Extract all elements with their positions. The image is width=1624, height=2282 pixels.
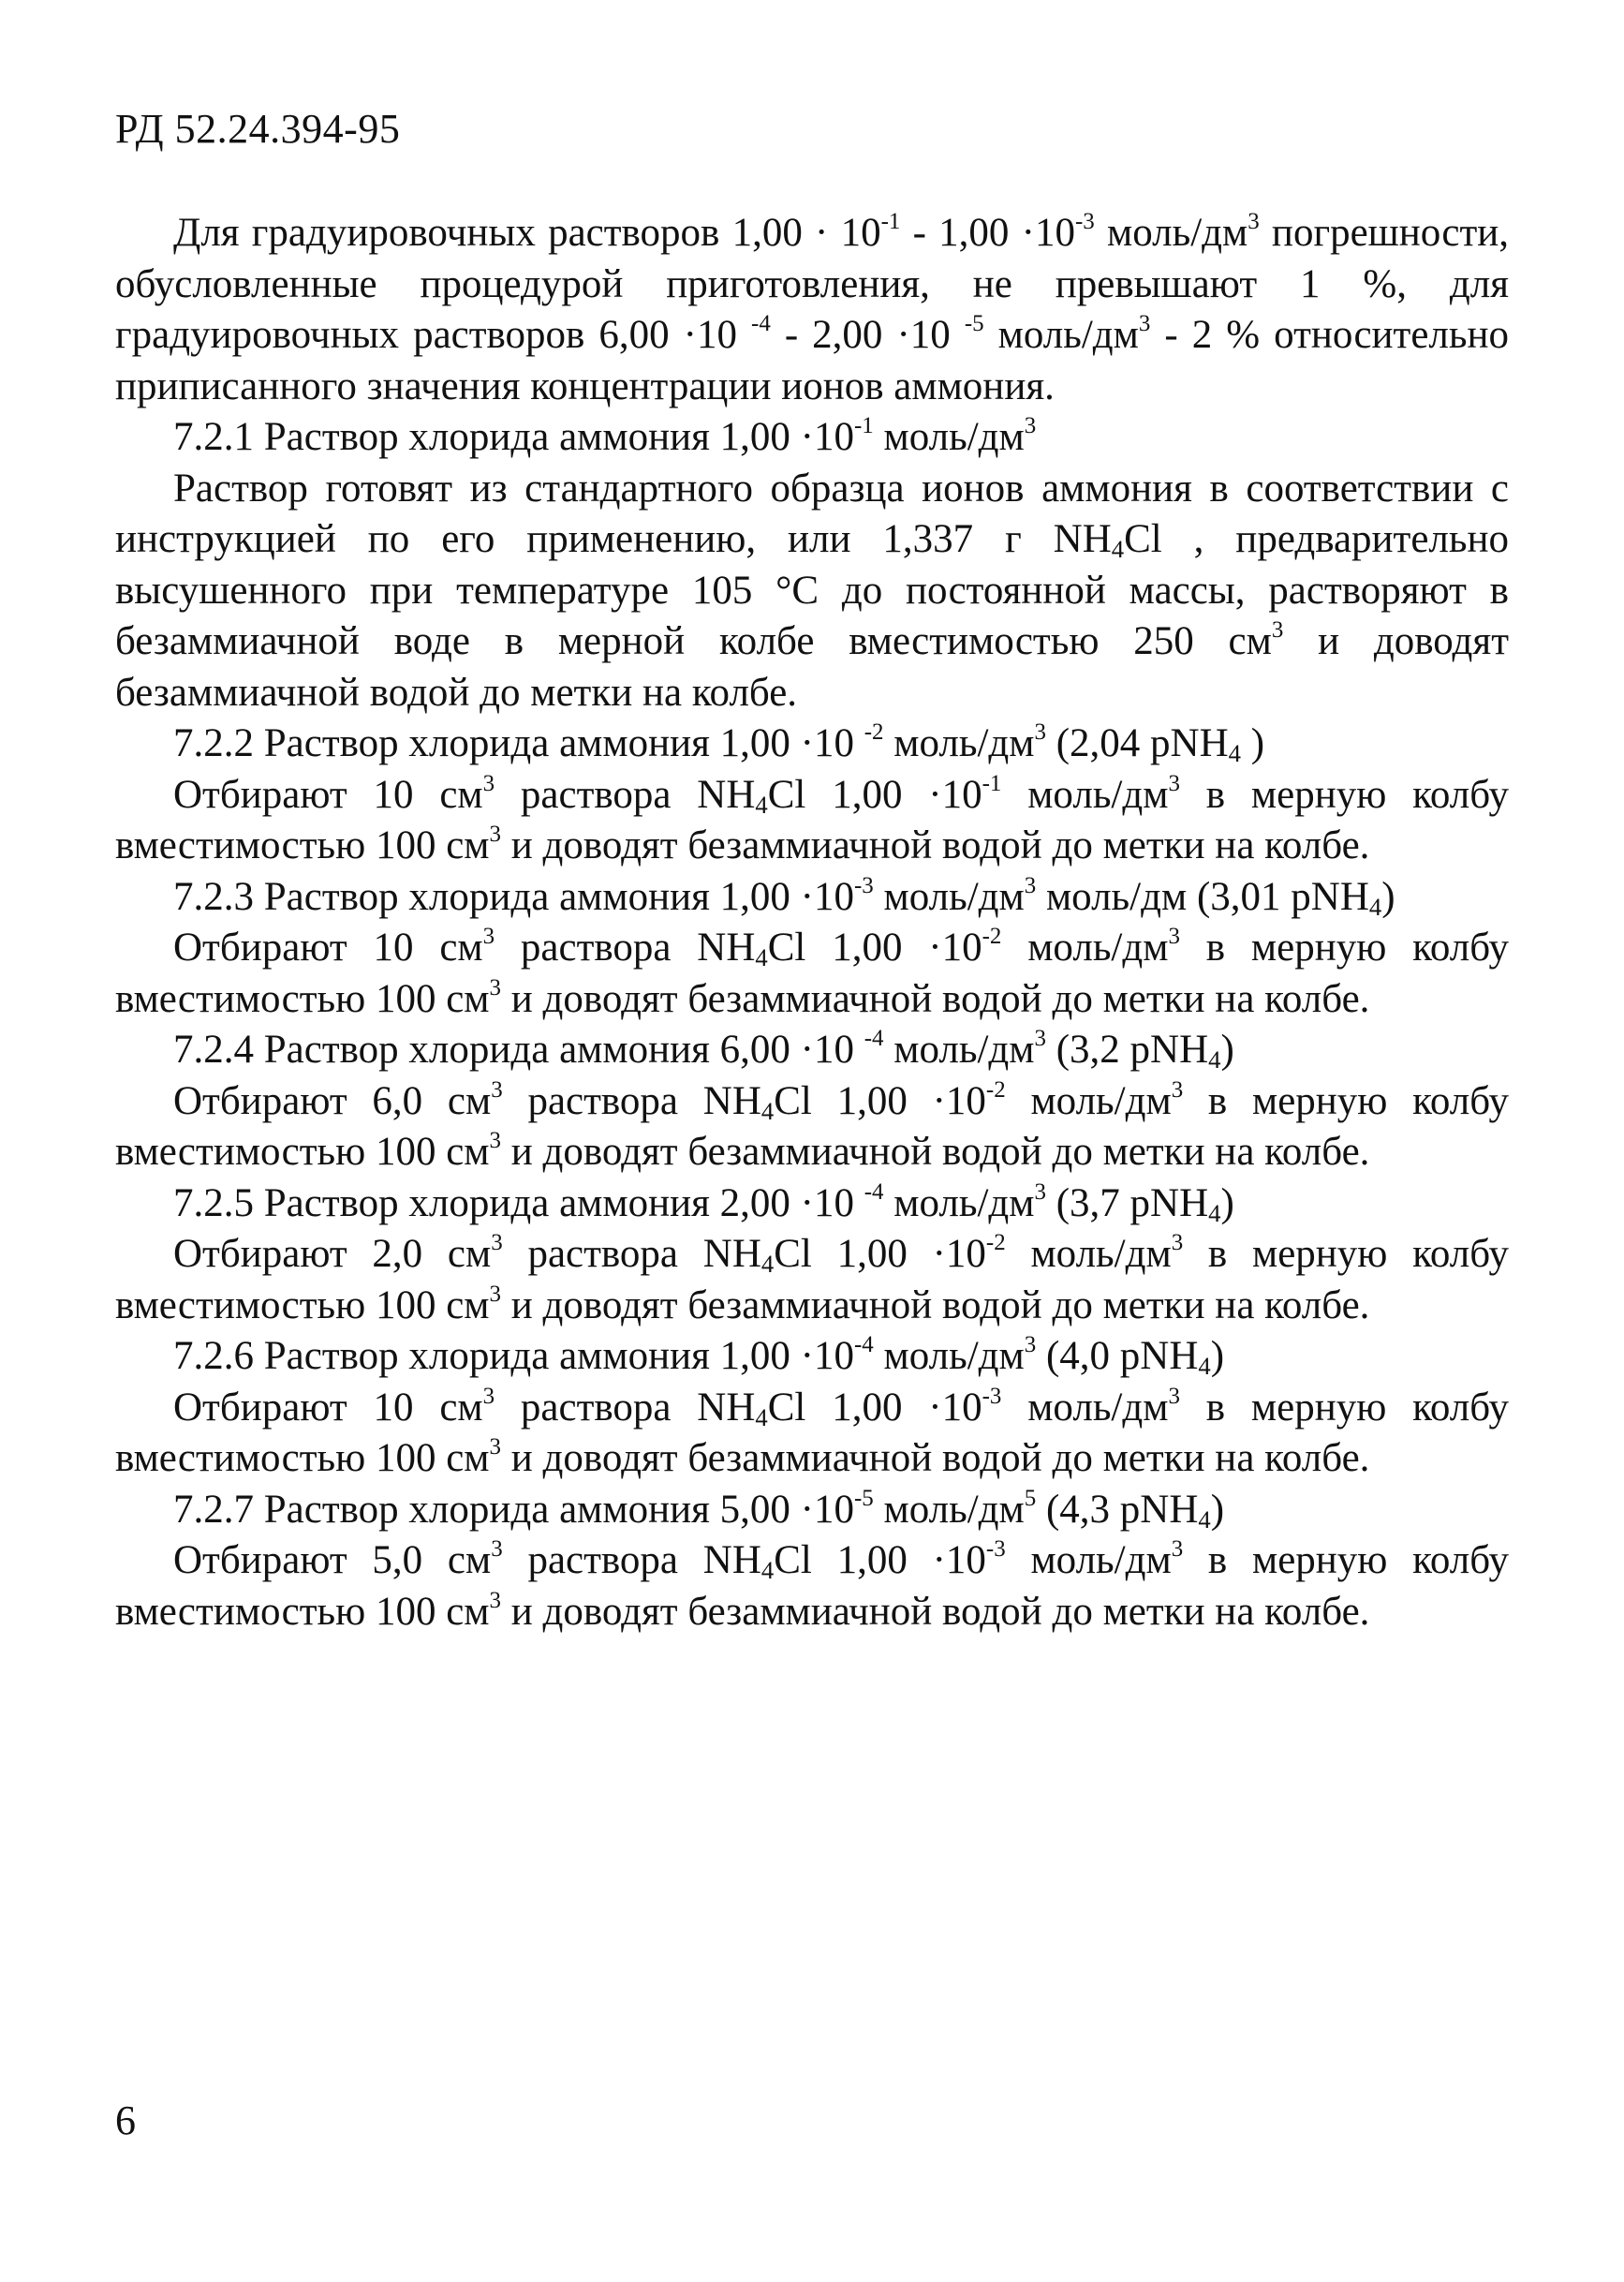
text: моль/дм	[873, 415, 1025, 459]
text: и доводят безаммиачной водой до метки на колбе.	[500, 1130, 1370, 1174]
subscript: 4	[1198, 1351, 1211, 1380]
text: 7.2.7 Раствор хлорида аммония 5,00 ·10	[173, 1487, 854, 1532]
text: 7.2.1 Раствор хлорида аммония 1,00 ·10	[173, 415, 854, 459]
text: и доводят безаммиачной водой до метки на колбе.	[500, 1282, 1370, 1327]
subscript: 4	[1111, 534, 1125, 563]
section-body-7-2-2	[115, 770, 1509, 872]
text: моль/дм	[883, 1028, 1035, 1072]
subscript: 4	[1228, 738, 1241, 767]
text: моль/дм	[873, 874, 1025, 919]
exponent: 3	[1168, 1383, 1180, 1409]
exponent: 3	[1248, 209, 1260, 235]
text: моль/дм	[1005, 1232, 1172, 1276]
text: Отбирают 10 см	[173, 926, 483, 970]
text: и доводят безаммиачной водой до метки на колбе.	[115, 619, 1510, 715]
text: - 1,00 ·10	[900, 211, 1075, 255]
text: раствора NH	[495, 926, 756, 970]
text: )	[1240, 721, 1265, 765]
exponent: -3	[853, 872, 874, 898]
page-number-text: 6	[115, 2097, 136, 2143]
text: Раствор готовят из стандартного образца ионов аммония в соответствии с инструкцией по его применению, или 1,337 г NH	[115, 466, 1509, 561]
exponent: -5	[964, 311, 984, 337]
text: 7.2.2 Раствор хлорида аммония 1,00 ·10	[173, 721, 864, 765]
section-heading-7-2-3	[115, 872, 1509, 924]
text: Cl , предварительно высушенного при температуре 105 °С до постоянной массы, растворяют в безаммиачной воде в мерной колбе вместимостью 250 см	[115, 517, 1510, 663]
exponent: -4	[751, 311, 771, 337]
text: моль/дм	[1001, 772, 1169, 817]
text: 7.2.4 Раствор хлорида аммония 6,00 ·10	[173, 1028, 864, 1072]
section-heading-7-2-2	[115, 719, 1509, 770]
exponent: 3	[491, 1230, 503, 1256]
subscript: 4	[1198, 1504, 1211, 1534]
text: Cl 1,00 ·10	[774, 1538, 986, 1582]
exponent: 3	[1138, 311, 1151, 337]
section-body-7-2-3	[115, 923, 1509, 1025]
text: моль/дм	[883, 721, 1035, 765]
exponent: 3	[1171, 1536, 1184, 1563]
exponent: 5	[1024, 1485, 1037, 1511]
exponent: -2	[982, 924, 1002, 950]
subscript: 4	[1208, 1198, 1221, 1227]
subscript: 4	[755, 1402, 768, 1431]
text: моль/дм	[1005, 1078, 1172, 1123]
text: и доводят безаммиачной водой до метки на колбе.	[500, 823, 1370, 867]
text: - 2,00 ·10	[770, 313, 965, 357]
page-header	[115, 105, 400, 153]
text: Cl 1,00 ·10	[767, 772, 982, 817]
text: моль/дм	[883, 1180, 1035, 1225]
text: в мерную колбу вместимостью 100 см	[115, 1232, 1510, 1327]
text: Cl 1,00 ·10	[774, 1078, 986, 1123]
text: Cl 1,00 ·10	[774, 1232, 986, 1276]
text: раствора NH	[502, 1078, 761, 1123]
intro-paragraph	[115, 208, 1509, 412]
text: (4,3 pNH	[1036, 1487, 1199, 1532]
exponent: -5	[853, 1485, 874, 1511]
text: (2,04 pNH	[1045, 721, 1229, 765]
text: моль/дм	[983, 313, 1139, 357]
exponent: 3	[489, 1128, 501, 1154]
exponent: 3	[489, 1434, 501, 1460]
subscript: 4	[755, 790, 768, 819]
text: в мерную колбу вместимостью 100 см	[115, 926, 1509, 1021]
document-code: РД 52.24.394-95	[115, 106, 401, 152]
exponent: 3	[1171, 1076, 1184, 1103]
text: моль/дм (3,01 pNH	[1036, 874, 1369, 919]
exponent: 3	[1034, 719, 1046, 746]
exponent: 3	[1034, 1178, 1046, 1205]
exponent: -2	[985, 1076, 1006, 1103]
exponent: 3	[1168, 924, 1180, 950]
exponent: 3	[489, 822, 501, 848]
text: раствора NH	[495, 772, 756, 817]
text: моль/дм	[873, 1487, 1025, 1532]
exponent: -2	[864, 719, 884, 746]
subscript: 4	[760, 1555, 775, 1584]
text: )	[1220, 1028, 1234, 1072]
exponent: 3	[1034, 1026, 1046, 1052]
section-heading-7-2-7	[115, 1485, 1509, 1536]
text: )	[1381, 874, 1395, 919]
text: 7.2.3 Раствор хлорида аммония 1,00 ·10	[173, 874, 854, 919]
exponent: -2	[985, 1230, 1006, 1256]
text: моль/дм	[1001, 926, 1169, 970]
exponent: 3	[1024, 872, 1037, 898]
subscript: 4	[1368, 892, 1382, 921]
text: Отбирают 10 см	[173, 1385, 483, 1430]
exponent: -1	[982, 770, 1002, 796]
section-body-7-2-4	[115, 1076, 1509, 1178]
text: в мерную колбу вместимостью 100 см	[115, 1078, 1510, 1174]
text: раствора NH	[502, 1232, 761, 1276]
exponent: 3	[1168, 770, 1180, 796]
text: )	[1220, 1180, 1234, 1225]
text: моль/дм	[1001, 1385, 1169, 1430]
exponent: 3	[1171, 1230, 1184, 1256]
section-heading-7-2-4	[115, 1025, 1509, 1076]
text: и доводят безаммиачной водой до метки на колбе.	[500, 1589, 1370, 1634]
text: Отбирают 5,0 см	[173, 1538, 492, 1582]
exponent: 3	[1024, 1332, 1037, 1358]
subscript: 4	[760, 1249, 775, 1278]
text: (3,7 pNH	[1045, 1180, 1209, 1225]
text: )	[1210, 1487, 1225, 1532]
section-heading-7-2-5	[115, 1178, 1509, 1230]
exponent: 3	[491, 1536, 503, 1563]
section-body-7-2-7	[115, 1535, 1509, 1637]
document-body	[115, 208, 1509, 1637]
text: - 2 % относительно приписанного значения концентрации ионов аммония.	[115, 313, 1510, 408]
exponent: 3	[489, 1281, 501, 1307]
section-body-7-2-1	[115, 464, 1509, 719]
text: и доводят безаммиачной водой до метки на колбе.	[500, 1436, 1370, 1480]
text: моль/дм	[873, 1334, 1025, 1378]
text: в мерную колбу вместимостью 100 см	[115, 1385, 1509, 1480]
section-heading-7-2-1	[115, 412, 1509, 464]
exponent: -1	[853, 413, 874, 439]
subscript: 4	[755, 942, 768, 971]
exponent: 3	[1271, 617, 1284, 644]
text: моль/дм	[1094, 211, 1248, 255]
text: Отбирают 10 см	[173, 772, 483, 817]
exponent: 3	[489, 1587, 501, 1613]
text: (4,0 pNH	[1036, 1334, 1199, 1378]
text: 7.2.5 Раствор хлорида аммония 2,00 ·10	[173, 1180, 864, 1225]
exponent: 3	[482, 924, 495, 950]
text: Для градуировочных растворов 1,00 · 10	[173, 211, 881, 255]
text: раствора NH	[495, 1385, 756, 1430]
text: и доводят безаммиачной водой до метки на колбе.	[500, 976, 1370, 1021]
exponent: -3	[982, 1383, 1002, 1409]
exponent: -3	[1074, 209, 1095, 235]
text: в мерную колбу вместимостью 100 см	[115, 1538, 1510, 1634]
text: погрешности, обусловленные процедурой приготовления, не превышают 1 %, для градуировочных растворов 6,00 ·10	[115, 211, 1509, 357]
text: в мерную колбу вместимостью 100 см	[115, 772, 1509, 867]
text: )	[1210, 1334, 1225, 1378]
exponent: -4	[864, 1178, 884, 1205]
text: Cl 1,00 ·10	[767, 1385, 982, 1430]
exponent: 3	[482, 770, 495, 796]
section-body-7-2-6	[115, 1383, 1509, 1485]
exponent: 3	[489, 974, 501, 1000]
text: (3,2 pNH	[1045, 1028, 1209, 1072]
section-body-7-2-5	[115, 1229, 1509, 1331]
text: Cl 1,00 ·10	[767, 926, 982, 970]
exponent: 3	[491, 1076, 503, 1103]
subscript: 4	[1208, 1045, 1221, 1074]
exponent: -4	[853, 1332, 874, 1358]
exponent: 3	[482, 1383, 495, 1409]
text: раствора NH	[502, 1538, 761, 1582]
text: Отбирают 2,0 см	[173, 1232, 492, 1276]
exponent: 3	[1024, 413, 1037, 439]
exponent: -4	[864, 1026, 884, 1052]
page-number	[115, 2097, 136, 2144]
exponent: -3	[985, 1536, 1006, 1563]
text: Отбирают 6,0 см	[173, 1078, 492, 1123]
text: моль/дм	[1005, 1538, 1172, 1582]
exponent: -1	[880, 209, 901, 235]
text: 7.2.6 Раствор хлорида аммония 1,00 ·10	[173, 1334, 854, 1378]
subscript: 4	[760, 1096, 775, 1125]
section-heading-7-2-6	[115, 1331, 1509, 1383]
